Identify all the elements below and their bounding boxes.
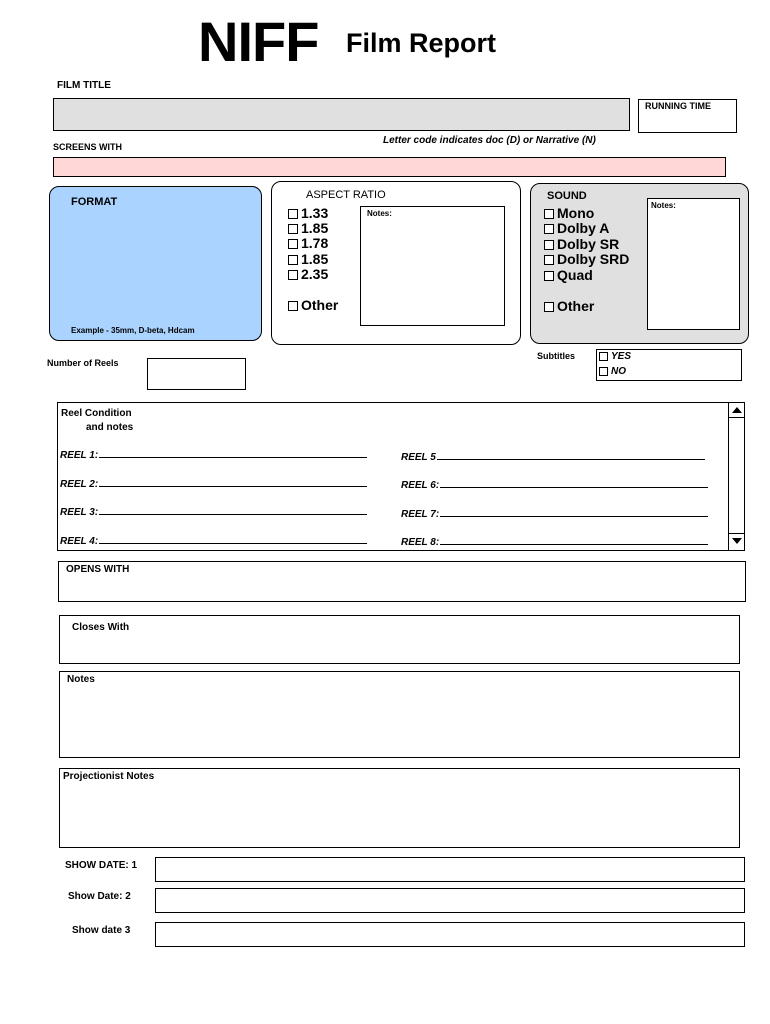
scroll-up-arrow-icon[interactable] bbox=[732, 407, 742, 413]
aspect-notes-label: Notes: bbox=[367, 209, 392, 218]
reel-2[interactable] bbox=[60, 478, 367, 490]
sound-option-other[interactable] bbox=[544, 299, 594, 314]
reel-condition-panel[interactable] bbox=[57, 402, 745, 551]
running-time-label: RUNNING TIME bbox=[645, 101, 711, 111]
checkbox-icon[interactable] bbox=[288, 224, 298, 234]
sound-option-label: Dolby SRD bbox=[557, 251, 630, 267]
sound-option-label: Quad bbox=[557, 267, 593, 283]
sound-option-quad[interactable] bbox=[544, 268, 593, 283]
aspect-ratio-title: ASPECT RATIO bbox=[306, 189, 386, 201]
reel-label: REEL 4: bbox=[60, 536, 99, 547]
sound-option-label: Mono bbox=[557, 205, 595, 221]
reel-condition-sublabel: and notes bbox=[86, 422, 134, 433]
running-time-field[interactable] bbox=[638, 99, 737, 133]
number-of-reels-field[interactable] bbox=[147, 358, 246, 390]
projectionist-notes-field[interactable] bbox=[59, 768, 740, 848]
aspect-option-2[interactable] bbox=[288, 221, 328, 236]
aspect-option-label: 1.78 bbox=[301, 235, 329, 251]
aspect-option-other[interactable] bbox=[288, 298, 338, 313]
checkbox-icon[interactable] bbox=[544, 302, 554, 312]
reel-5[interactable] bbox=[401, 451, 705, 463]
reel-condition-label: Reel Condition bbox=[61, 408, 132, 419]
reel-label: REEL 6: bbox=[401, 480, 440, 491]
scroll-divider bbox=[729, 417, 744, 418]
aspect-option-1[interactable] bbox=[288, 206, 328, 221]
reel-label: REEL 2: bbox=[60, 479, 99, 490]
reel-8[interactable] bbox=[401, 536, 708, 548]
aspect-option-label: 1.85 bbox=[301, 251, 329, 267]
show-date-3-field[interactable] bbox=[155, 922, 745, 947]
checkbox-icon[interactable] bbox=[544, 271, 554, 281]
checkbox-icon[interactable] bbox=[544, 209, 554, 219]
reel-label: REEL 1: bbox=[60, 450, 99, 461]
checkbox-icon[interactable] bbox=[288, 239, 298, 249]
sound-notes-field[interactable] bbox=[647, 198, 740, 330]
aspect-ratio-panel bbox=[271, 181, 521, 345]
film-title-field[interactable] bbox=[53, 98, 630, 131]
reel-6[interactable] bbox=[401, 479, 708, 491]
brand-logo-text: NIFF bbox=[198, 10, 319, 73]
subtitle-option-no[interactable] bbox=[599, 366, 626, 377]
reel-label: REEL 8: bbox=[401, 537, 440, 548]
closes-with-label: Closes With bbox=[72, 622, 130, 633]
reel-7[interactable] bbox=[401, 508, 708, 520]
show-date-1-label: SHOW DATE: 1 bbox=[65, 860, 138, 871]
sound-title: SOUND bbox=[547, 190, 587, 202]
reel-label: REEL 7: bbox=[401, 509, 440, 520]
aspect-notes-field[interactable] bbox=[360, 206, 505, 326]
page-title: Film Report bbox=[346, 28, 497, 58]
checkbox-icon[interactable] bbox=[544, 255, 554, 265]
aspect-option-label: 2.35 bbox=[301, 266, 329, 282]
checkbox-icon[interactable] bbox=[288, 301, 298, 311]
screens-with-label: SCREENS WITH bbox=[53, 142, 123, 152]
letter-code-note: Letter code indicates doc (D) or Narrative (N) bbox=[383, 135, 596, 146]
sound-panel bbox=[530, 183, 749, 344]
subtitle-option-yes[interactable] bbox=[599, 351, 631, 362]
checkbox-icon[interactable] bbox=[288, 270, 298, 280]
number-of-reels-label: Number of Reels bbox=[47, 358, 119, 368]
sound-option-dolby-sr[interactable] bbox=[544, 237, 619, 252]
opens-with-label: OPENS WITH bbox=[66, 564, 130, 575]
subtitle-option-label: NO bbox=[611, 366, 626, 377]
reel-3[interactable] bbox=[60, 506, 367, 518]
aspect-option-4[interactable] bbox=[288, 252, 328, 267]
format-panel[interactable] bbox=[49, 186, 262, 341]
reel-1[interactable] bbox=[60, 449, 367, 461]
checkbox-icon[interactable] bbox=[288, 209, 298, 219]
subtitles-label: Subtitles bbox=[537, 351, 576, 361]
subtitles-box bbox=[596, 349, 742, 381]
sound-notes-label: Notes: bbox=[651, 201, 676, 210]
checkbox-icon[interactable] bbox=[288, 255, 298, 265]
checkbox-icon[interactable] bbox=[599, 367, 608, 376]
closes-with-field[interactable] bbox=[59, 615, 740, 664]
reel-label: REEL 3: bbox=[60, 507, 99, 518]
checkbox-icon[interactable] bbox=[599, 352, 608, 361]
subtitle-option-label: YES bbox=[611, 351, 632, 362]
notes-field[interactable] bbox=[59, 671, 740, 758]
show-date-2-field[interactable] bbox=[155, 888, 745, 913]
film-title-label: FILM TITLE bbox=[57, 80, 111, 91]
scrollbar[interactable] bbox=[728, 403, 744, 550]
reel-label: REEL 5 bbox=[401, 452, 436, 463]
aspect-option-label: 1.85 bbox=[301, 220, 329, 236]
show-date-1-field[interactable] bbox=[155, 857, 745, 882]
reel-4[interactable] bbox=[60, 535, 367, 547]
scroll-divider bbox=[729, 533, 744, 534]
format-example: Example - 35mm, D-beta, Hdcam bbox=[71, 326, 195, 335]
scroll-down-arrow-icon[interactable] bbox=[732, 538, 742, 544]
sound-option-label: Dolby SR bbox=[557, 236, 620, 252]
show-date-3-label: Show date 3 bbox=[72, 925, 131, 936]
opens-with-field[interactable] bbox=[58, 561, 746, 602]
checkbox-icon[interactable] bbox=[544, 240, 554, 250]
aspect-option-label: Other bbox=[301, 297, 339, 313]
projectionist-notes-label: Projectionist Notes bbox=[63, 771, 155, 782]
show-date-2-label: Show Date: 2 bbox=[68, 891, 131, 902]
sound-option-dolby-srd[interactable] bbox=[544, 252, 629, 267]
aspect-option-3[interactable] bbox=[288, 236, 328, 251]
sound-option-label: Other bbox=[557, 298, 595, 314]
sound-option-mono[interactable] bbox=[544, 206, 594, 221]
format-title: FORMAT bbox=[71, 196, 118, 208]
aspect-option-5[interactable] bbox=[288, 267, 328, 282]
notes-label: Notes bbox=[67, 674, 95, 685]
screens-with-field[interactable] bbox=[53, 157, 726, 177]
sound-option-label: Dolby A bbox=[557, 220, 610, 236]
aspect-option-label: 1.33 bbox=[301, 205, 329, 221]
sound-option-dolby-a[interactable] bbox=[544, 221, 609, 236]
checkbox-icon[interactable] bbox=[544, 224, 554, 234]
